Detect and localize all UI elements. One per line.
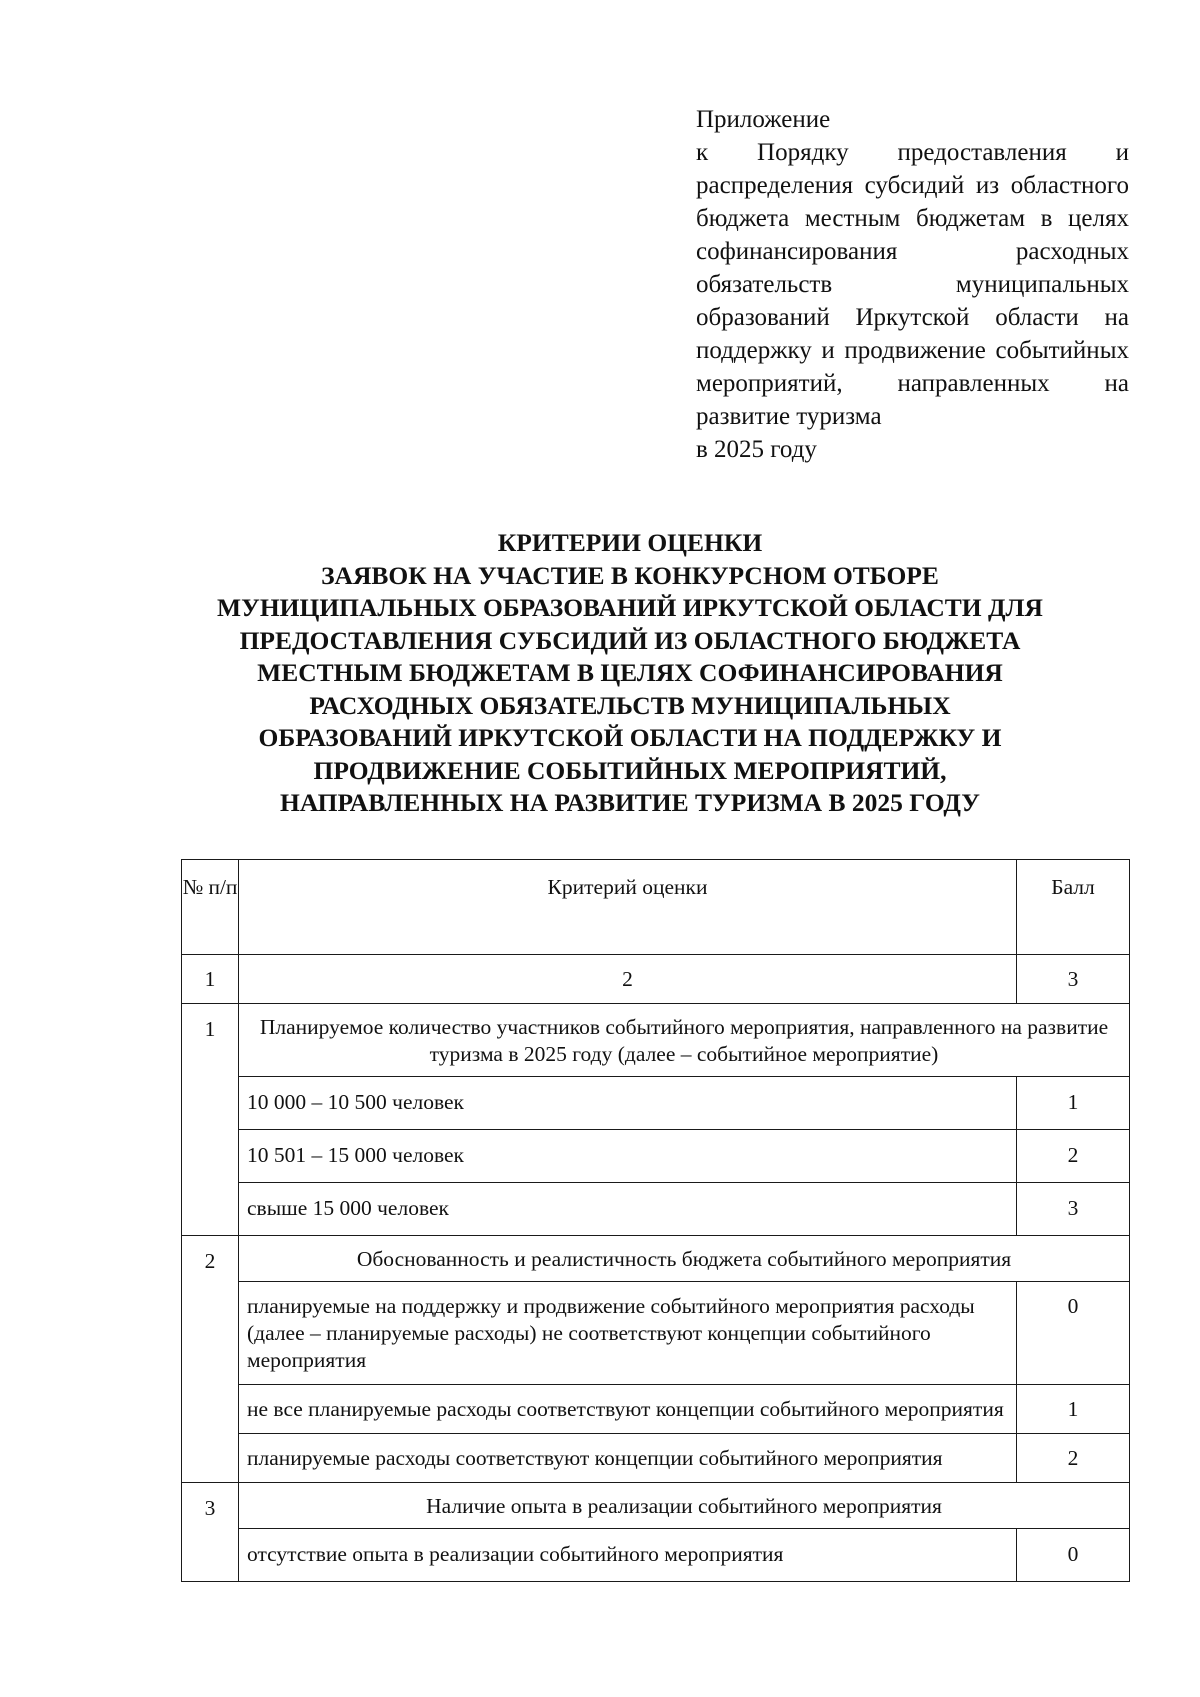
- section-title: Планируемое количество участников событийного мероприятия, направленного на развитие туризма в 2025 году (далее – событийное мероприятие): [239, 1004, 1130, 1077]
- column-index-row: [182, 955, 1130, 1004]
- section-number: 2: [182, 1236, 239, 1483]
- heading-line: ОБРАЗОВАНИЙ ИРКУТСКОЙ ОБЛАСТИ НА ПОДДЕРЖКУ И: [258, 723, 1002, 752]
- section-title-row: [182, 1236, 1130, 1282]
- heading-line: КРИТЕРИИ ОЦЕНКИ: [497, 528, 763, 557]
- criterion-score: 2: [1017, 1130, 1130, 1183]
- section-title: Наличие опыта в реализации событийного мероприятия: [239, 1483, 1130, 1529]
- criterion-score: 1: [1017, 1385, 1130, 1434]
- column-index: 1: [182, 955, 239, 1004]
- table-row: [182, 1282, 1130, 1385]
- criterion-score: 2: [1017, 1434, 1130, 1483]
- section-title-row: [182, 1483, 1130, 1529]
- criterion-option: свыше 15 000 человек: [239, 1183, 1017, 1236]
- heading-line: МУНИЦИПАЛЬНЫХ ОБРАЗОВАНИЙ ИРКУТСКОЙ ОБЛАСТИ ДЛЯ: [217, 593, 1043, 622]
- criterion-option: планируемые расходы соответствуют концепции событийного мероприятия: [239, 1434, 1017, 1483]
- table-row: [182, 1183, 1130, 1236]
- column-index: 2: [239, 955, 1017, 1004]
- table-row: [182, 1434, 1130, 1483]
- heading-line: МЕСТНЫМ БЮДЖЕТАМ В ЦЕЛЯХ СОФИНАНСИРОВАНИЯ: [257, 658, 1003, 687]
- appendix-last-line: в 2025 году: [696, 436, 817, 463]
- header-criterion: Критерий оценки: [239, 860, 1017, 955]
- document-heading: [130, 527, 1130, 820]
- heading-line: ПРЕДОСТАВЛЕНИЯ СУБСИДИЙ ИЗ ОБЛАСТНОГО БЮДЖЕТА: [239, 625, 1021, 655]
- criterion-option: отсутствие опыта в реализации событийного мероприятия: [239, 1529, 1017, 1582]
- section-number: 3: [182, 1483, 239, 1582]
- appendix-title: Приложение: [696, 106, 831, 133]
- appendix-body: к Порядку предоставления и распределения субсидий из областного бюджета местным бюджетам в целях софинансирования расходных обязательств муниципальных образований Иркутской области на поддержку и продвижение событийных мероприятий, направленных на развитие туризма: [696, 139, 1129, 430]
- column-index: 3: [1017, 955, 1130, 1004]
- appendix-block: [696, 103, 1129, 466]
- section-number: 1: [182, 1004, 239, 1236]
- heading-line: ЗАЯВОК НА УЧАСТИЕ В КОНКУРСНОМ ОТБОРЕ: [321, 560, 939, 590]
- criterion-score: 0: [1017, 1529, 1130, 1582]
- criterion-option: 10 000 – 10 500 человек: [239, 1077, 1017, 1130]
- section-title-row: [182, 1004, 1130, 1077]
- heading-line: НАПРАВЛЕННЫХ НА РАЗВИТИЕ ТУРИЗМА В 2025 ГОДУ: [280, 788, 980, 817]
- table-row: [182, 1077, 1130, 1130]
- heading-line: РАСХОДНЫХ ОБЯЗАТЕЛЬСТВ МУНИЦИПАЛЬНЫХ: [309, 690, 951, 720]
- table-row: [182, 1130, 1130, 1183]
- table-row: [182, 1529, 1130, 1582]
- criterion-score: 0: [1017, 1282, 1130, 1385]
- table-row: [182, 1385, 1130, 1434]
- heading-line: ПРОДВИЖЕНИЕ СОБЫТИЙНЫХ МЕРОПРИЯТИЙ,: [313, 755, 947, 785]
- criteria-table: [181, 859, 1130, 1582]
- table-header-row: [182, 860, 1130, 955]
- section-title: Обоснованность и реалистичность бюджета событийного мероприятия: [239, 1236, 1130, 1282]
- criterion-option: не все планируемые расходы соответствуют концепции событийного мероприятия: [239, 1385, 1017, 1434]
- header-num: № п/п: [182, 860, 239, 955]
- header-score: Балл: [1017, 860, 1130, 955]
- criterion-option: 10 501 – 15 000 человек: [239, 1130, 1017, 1183]
- criterion-score: 3: [1017, 1183, 1130, 1236]
- criterion-score: 1: [1017, 1077, 1130, 1130]
- criterion-option: планируемые на поддержку и продвижение событийного мероприятия расходы (далее – планируемые расходы) не соответствуют концепции событийного мероприятия: [239, 1282, 1017, 1385]
